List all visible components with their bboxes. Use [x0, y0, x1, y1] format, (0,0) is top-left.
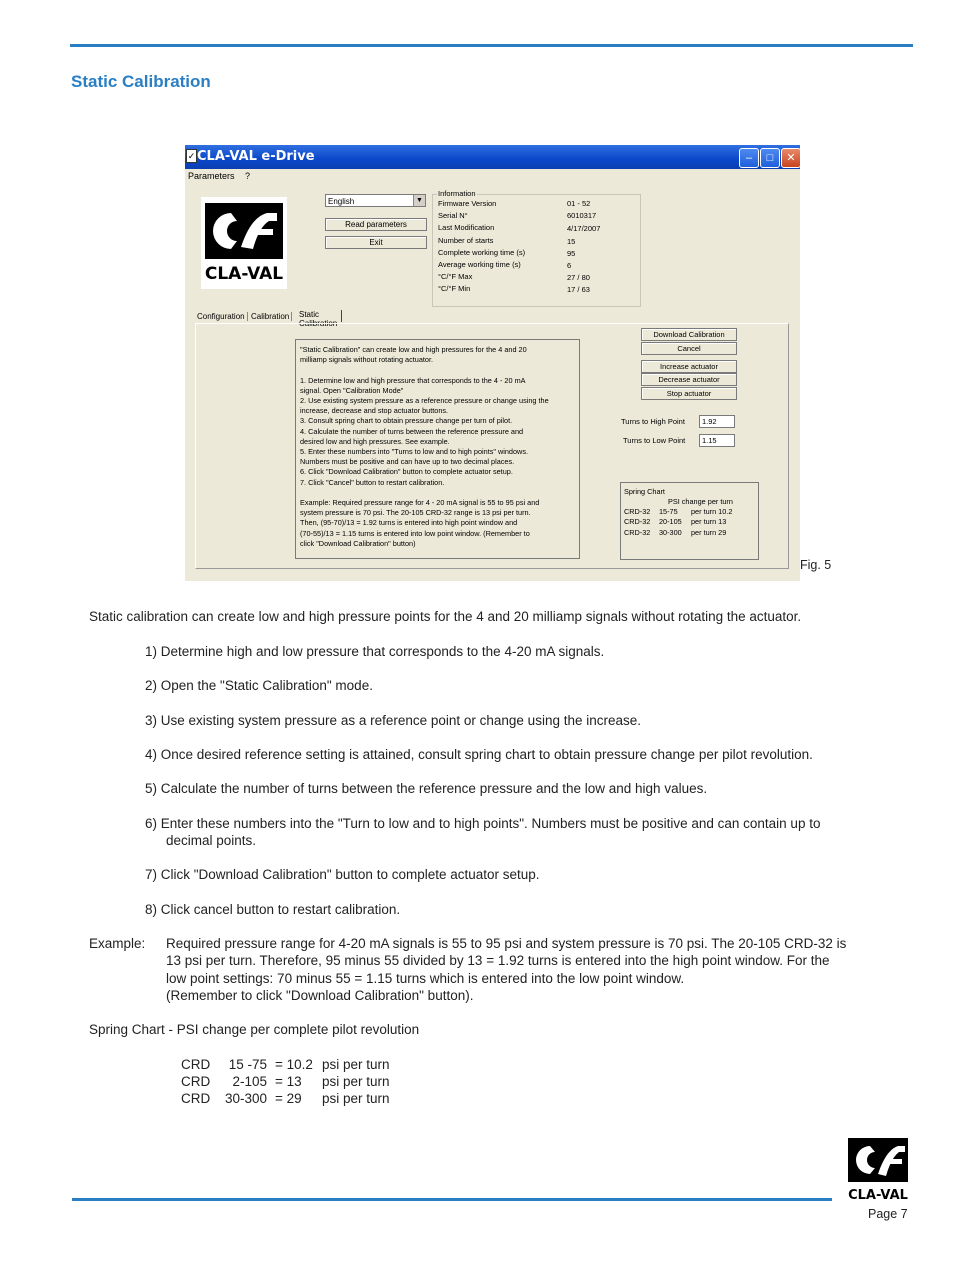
spring-row-model: CRD — [181, 1057, 211, 1072]
info-value: 6010317 — [567, 211, 597, 221]
info-label: Firmware Version — [438, 199, 497, 208]
app-window — [185, 145, 800, 581]
instruction-line: milliamp signals without rotating actuator. — [300, 355, 434, 365]
language-value: English — [328, 197, 355, 206]
step-text: 6) Enter these numbers into the "Turn to low and to high points". Numbers must be positive and can contain up to — [145, 816, 821, 831]
step-text: 2) Open the "Static Calibration" mode. — [145, 678, 373, 693]
instruction-line: Numbers must be positive and can have up to two decimal places. — [300, 457, 515, 467]
instruction-line: 7. Click "Cancel" button to restart calibration. — [300, 477, 445, 487]
spring-row-value: = 29 — [275, 1091, 302, 1107]
spring-row-range: 2-105 — [232, 1074, 267, 1090]
bottom-rule — [72, 1198, 832, 1201]
high-point-label: Turns to High Point — [621, 417, 685, 426]
step-text: 1) Determine high and low pressure that corresponds to the 4-20 mA signals. — [145, 644, 605, 659]
instruction-line: click "Download Calibration" button) — [300, 538, 416, 548]
spring-model: CRD-32 — [624, 527, 651, 537]
instruction-line: increase, decrease and stop actuator buttons. — [300, 406, 449, 416]
information-legend: Information — [438, 189, 476, 198]
spring-row-unit: psi per turn — [322, 1074, 390, 1090]
spring-model: CRD-32 — [624, 517, 651, 527]
minimize-icon[interactable]: – — [739, 148, 759, 168]
spring-row-value: = 13 — [275, 1074, 302, 1090]
instruction-line: 1. Determine low and high pressure that corresponds to the 4 - 20 mA — [300, 375, 526, 385]
logo-text: CLA-VAL — [204, 264, 284, 284]
info-value: 15 — [567, 236, 576, 246]
stop-actuator-button[interactable]: Stop actuator — [641, 387, 737, 400]
spring-row-range: 15 -75 — [228, 1057, 267, 1072]
info-label: Last Modification — [438, 223, 495, 233]
spring-model: CRD-32 — [624, 507, 651, 516]
low-point-label: Turns to Low Point — [623, 436, 686, 445]
spring-per-turn: per turn 13 — [691, 517, 727, 527]
page-number: Page 7 — [868, 1207, 908, 1221]
step-text: decimal points. — [166, 833, 257, 848]
read-parameters-button[interactable]: Read parameters — [325, 218, 427, 231]
instruction-line: "Static Calibration" can create low and high pressures for the 4 and 20 — [300, 345, 527, 354]
language-select[interactable] — [325, 194, 426, 207]
exit-button[interactable]: Exit — [325, 236, 427, 249]
info-label: Number of starts — [438, 235, 494, 245]
step-text: 3) Use existing system pressure as a reference point or change using the increase. — [145, 713, 642, 728]
instruction-line: Example: Required pressure range for 4 - 20 mA signal is 55 to 95 psi and — [300, 498, 540, 507]
instruction-line: 4. Calculate the number of turns between the reference pressure and — [300, 426, 524, 436]
maximize-icon[interactable]: □ — [760, 148, 780, 168]
cancel-button[interactable]: Cancel — [641, 342, 737, 355]
instruction-line: desired low and high pressures. See example. — [300, 436, 450, 446]
spring-row-model: CRD — [181, 1091, 211, 1107]
step-text: 7) Click "Download Calibration" button to complete actuator setup. — [145, 867, 540, 882]
example-line: low point settings: 70 minus 55 = 1.15 turns which is entered into the low point window. — [166, 970, 685, 986]
spring-row-model: CRD — [181, 1074, 211, 1090]
step-text: 8) Click cancel button to restart calibration. — [145, 902, 401, 917]
example-line: (Remember to click "Download Calibration" button). — [166, 987, 474, 1003]
info-value: 6 — [567, 261, 572, 270]
instruction-line: system pressure is 70 psi. The 20-105 CRD-32 range is 13 psi per turn. — [300, 508, 531, 518]
example-line: Required pressure range for 4-20 mA signals is 55 to 95 psi and system pressure is 70 psi. The 20-105 CRD-32 is — [166, 936, 847, 951]
info-value: 17 / 63 — [567, 285, 590, 295]
step-text: 4) Once desired reference setting is attained, consult spring chart to obtain pressure change per pilot revolution. — [145, 747, 813, 762]
spring-box-header: PSI change per turn — [668, 497, 733, 506]
intro-paragraph: Static calibration can create low and high pressure points for the 4 and 20 milliamp signals without rotating the actuator. — [89, 609, 802, 624]
download-calibration-button[interactable]: Download Calibration — [641, 328, 737, 341]
footer-logo-text: CLA-VAL — [848, 1188, 908, 1203]
title-bar — [185, 145, 800, 169]
info-value: 27 / 80 — [567, 273, 590, 283]
spring-chart-title: Spring Chart - PSI change per complete pilot revolution — [89, 1022, 420, 1037]
info-value: 01 - 52 — [567, 199, 591, 208]
window-title: CLA-VAL e-Drive — [197, 149, 315, 164]
spring-range: 15-75 — [659, 507, 678, 516]
spring-row-unit: psi per turn — [322, 1091, 390, 1107]
spring-row-range: 30-300 — [224, 1091, 267, 1107]
info-value: 4/17/2007 — [567, 224, 601, 234]
tab-calibration[interactable]: Calibration — [251, 312, 292, 321]
instruction-line: 2. Use existing system pressure as a reference pressure or change using the — [300, 396, 549, 405]
info-label: Serial N° — [438, 211, 468, 221]
footer-logo — [848, 1136, 910, 1204]
decrease-actuator-button[interactable]: Decrease actuator — [641, 373, 737, 386]
spring-per-turn: per turn 10.2 — [691, 507, 733, 516]
figure-label: Fig. 5 — [800, 558, 832, 572]
example-line: 13 psi per turn. Therefore, 95 minus 55 divided by 13 = 1.92 turns is entered into the high point window. For the — [166, 953, 830, 969]
tab-configuration[interactable]: Configuration — [197, 312, 248, 321]
spring-row-value: = 10.2 — [275, 1057, 313, 1072]
close-icon[interactable]: ✕ — [781, 148, 801, 168]
info-label: Complete working time (s) — [438, 247, 526, 257]
spring-range: 20-105 — [659, 517, 682, 527]
menu-help[interactable]: ? — [245, 171, 251, 181]
section-heading: Static Calibration — [71, 72, 211, 91]
example-label: Example: — [89, 936, 146, 951]
spring-per-turn: per turn 29 — [691, 527, 727, 537]
low-point-input[interactable]: 1.15 — [699, 434, 735, 447]
instruction-line: signal. Open "Calibration Mode" — [300, 385, 404, 395]
info-label: °C/°F Min — [438, 284, 471, 294]
spring-range: 30-300 — [659, 527, 682, 537]
high-point-input[interactable]: 1.92 — [699, 415, 735, 428]
instruction-line: (70-55)/13 = 1.15 turns is entered into low point window. (Remember to — [300, 528, 530, 538]
instruction-line: Then, (95-70)/13 = 1.92 turns is entered into high point window and — [300, 518, 518, 528]
tab-static-calibration[interactable]: Static Calibration — [299, 310, 342, 322]
info-value: 95 — [567, 248, 576, 258]
menu-parameters[interactable]: Parameters — [188, 171, 235, 181]
spring-box-title: Spring Chart — [624, 487, 665, 496]
step-text: 5) Calculate the number of turns between the reference pressure and the low and high values. — [145, 781, 708, 796]
increase-actuator-button[interactable]: Increase actuator — [641, 360, 737, 373]
app-icon: ✓ — [187, 151, 196, 161]
cla-val-logo — [201, 197, 287, 289]
spring-row-unit: psi per turn — [322, 1057, 390, 1072]
chevron-down-icon[interactable]: ▼ — [413, 195, 425, 206]
info-label: Average working time (s) — [438, 260, 521, 269]
instruction-line: 5. Enter these numbers into "Turns to low and to high points" windows. — [300, 447, 528, 456]
instruction-line: 6. Click "Download Calibration" button to complete actuator setup. — [300, 467, 513, 477]
info-label: °C/°F Max — [438, 272, 473, 282]
menu-bar — [185, 169, 800, 183]
instruction-line: 3. Consult spring chart to obtain pressure change per turn of pilot. — [300, 416, 513, 426]
top-rule — [70, 44, 913, 47]
